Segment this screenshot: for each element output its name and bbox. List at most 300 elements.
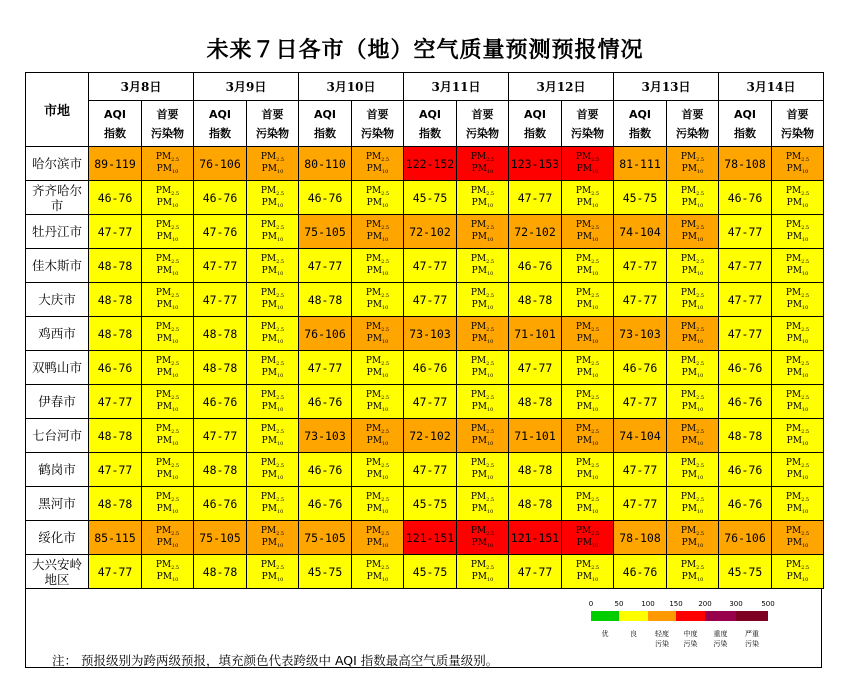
aqi-label: AQI [419, 107, 441, 121]
pm-label: PM [155, 457, 172, 468]
pm-label: PM [785, 423, 802, 434]
aqi-value: 47-77 [719, 283, 772, 317]
pm-label: PM [366, 299, 382, 310]
pm25-subscript: 2.5 [486, 530, 495, 537]
primary-pollutant [457, 453, 509, 487]
pm-label: PM [575, 287, 592, 298]
pm-label: PM [155, 423, 172, 434]
primary-label: 首要 [156, 107, 179, 121]
pm-label: PM [786, 435, 802, 446]
aqi-value: 48-78 [509, 385, 562, 419]
pm10-subscript: 10 [381, 542, 389, 549]
aqi-value: 48-78 [509, 283, 562, 317]
primary-pollutant [247, 181, 299, 215]
aqi-value: 78-108 [614, 521, 667, 555]
aqi-value: 45-75 [299, 555, 352, 589]
pm10-subscript: 10 [591, 270, 599, 277]
aqi-value: 48-78 [89, 249, 142, 283]
primary-pollutant [142, 317, 194, 351]
city-name: 七台河市 [26, 419, 89, 453]
aqi-value: 72-102 [509, 215, 562, 249]
pm-label: PM [261, 435, 277, 446]
primary-pollutant [562, 283, 614, 317]
aqi-value: 47-77 [614, 453, 667, 487]
pm-label: PM [366, 231, 382, 242]
pm-label: PM [471, 265, 487, 276]
primary-pollutant [667, 147, 719, 181]
primary-pollutant [667, 453, 719, 487]
pm25-subscript: 2.5 [171, 428, 180, 435]
aqi-value: 45-75 [719, 555, 772, 589]
pm-label: PM [260, 389, 277, 400]
legend-color-swatch [648, 611, 676, 621]
aqi-value: 75-105 [194, 521, 247, 555]
pm-label: PM [470, 355, 487, 366]
city-column-header: 市地 [26, 73, 89, 147]
primary-pollutant [142, 351, 194, 385]
pm-label: PM [366, 197, 382, 208]
pm-label: PM [680, 287, 697, 298]
pollutant-label: 污染物 [361, 126, 394, 140]
aqi-value: 73-103 [404, 317, 457, 351]
legend-ticks [581, 600, 775, 610]
aqi-value: 46-76 [194, 181, 247, 215]
aqi-value: 47-77 [614, 487, 667, 521]
pm-label: PM [365, 151, 382, 162]
aqi-value: 47-77 [299, 351, 352, 385]
pollutant-label: 污染物 [151, 126, 184, 140]
pollutant-subheader [142, 101, 194, 147]
pm-label: PM [785, 355, 802, 366]
pm10-subscript: 10 [171, 542, 179, 549]
pm-label: PM [786, 537, 802, 548]
date-header: 3月11日 [404, 73, 509, 101]
aqi-value: 48-78 [194, 453, 247, 487]
primary-pollutant [457, 215, 509, 249]
pm-label: PM [470, 151, 487, 162]
aqi-value: 47-76 [194, 215, 247, 249]
city-name: 哈尔滨市 [26, 147, 89, 181]
pm25-subscript: 2.5 [381, 190, 390, 197]
pm-label: PM [680, 253, 697, 264]
pm-label: PM [155, 219, 172, 230]
aqi-value: 73-103 [614, 317, 667, 351]
pm25-subscript: 2.5 [276, 496, 285, 503]
city-name: 鹤岗市 [26, 453, 89, 487]
aqi-value: 46-76 [719, 453, 772, 487]
pm-label: PM [156, 571, 172, 582]
pm-label: PM [681, 367, 697, 378]
pm-label: PM [260, 457, 277, 468]
pm-label: PM [366, 367, 382, 378]
pollutant-label: 污染物 [781, 126, 814, 140]
pm25-subscript: 2.5 [591, 292, 600, 299]
pm-label: PM [576, 265, 592, 276]
aqi-value: 48-78 [194, 351, 247, 385]
pm10-subscript: 10 [276, 338, 284, 345]
pm-label: PM [681, 163, 697, 174]
pm-label: PM [680, 423, 697, 434]
pm10-subscript: 10 [801, 202, 809, 209]
pm10-subscript: 10 [591, 508, 599, 515]
pm-label: PM [785, 253, 802, 264]
aqi-label: AQI [209, 107, 231, 121]
pm10-subscript: 10 [276, 508, 284, 515]
aqi-label: AQI [629, 107, 651, 121]
pm10-subscript: 10 [486, 440, 494, 447]
pm-label: PM [575, 491, 592, 502]
pm-label: PM [365, 491, 382, 502]
primary-pollutant [772, 521, 824, 555]
pm10-subscript: 10 [801, 542, 809, 549]
table-row [26, 283, 824, 317]
aqi-value: 48-78 [89, 487, 142, 521]
pm-label: PM [681, 469, 697, 480]
aqi-value: 47-77 [509, 181, 562, 215]
pm25-subscript: 2.5 [276, 360, 285, 367]
pm25-subscript: 2.5 [486, 156, 495, 163]
pm10-subscript: 10 [486, 508, 494, 515]
pollutant-label: 污染物 [466, 126, 499, 140]
pm-label: PM [261, 537, 277, 548]
pm25-subscript: 2.5 [486, 258, 495, 265]
pm10-subscript: 10 [591, 236, 599, 243]
pm10-subscript: 10 [591, 338, 599, 345]
primary-pollutant [247, 419, 299, 453]
primary-pollutant [457, 419, 509, 453]
pm-label: PM [261, 367, 277, 378]
primary-pollutant [247, 487, 299, 521]
pm-label: PM [576, 333, 592, 344]
pm25-subscript: 2.5 [381, 292, 390, 299]
pm-label: PM [471, 469, 487, 480]
pm10-subscript: 10 [171, 508, 179, 515]
aqi-value: 46-76 [719, 385, 772, 419]
pm-label: PM [681, 503, 697, 514]
aqi-label: AQI [104, 107, 126, 121]
aqi-value: 47-77 [89, 385, 142, 419]
pm10-subscript: 10 [486, 406, 494, 413]
primary-pollutant [352, 147, 404, 181]
pm-label: PM [365, 525, 382, 536]
primary-pollutant [667, 181, 719, 215]
pm-label: PM [366, 469, 382, 480]
legend-color-swatch [591, 611, 619, 621]
pm10-subscript: 10 [171, 270, 179, 277]
table-row [26, 147, 824, 181]
pm10-subscript: 10 [276, 304, 284, 311]
primary-pollutant [142, 419, 194, 453]
aqi-value: 47-77 [509, 351, 562, 385]
pm-label: PM [156, 163, 172, 174]
pm-label: PM [155, 321, 172, 332]
pm-label: PM [681, 333, 697, 344]
legend-label: 优 [601, 630, 609, 638]
primary-pollutant [562, 385, 614, 419]
pm-label: PM [261, 197, 277, 208]
pm10-subscript: 10 [381, 236, 389, 243]
pm-label: PM [365, 321, 382, 332]
primary-pollutant [667, 215, 719, 249]
aqi-value: 47-77 [404, 385, 457, 419]
pm-label: PM [576, 571, 592, 582]
aqi-value: 46-76 [194, 487, 247, 521]
aqi-value: 78-108 [719, 147, 772, 181]
pm10-subscript: 10 [171, 304, 179, 311]
primary-pollutant [772, 453, 824, 487]
pollutant-label: 污染物 [571, 126, 604, 140]
pm10-subscript: 10 [801, 508, 809, 515]
pm-label: PM [575, 219, 592, 230]
pm-label: PM [260, 423, 277, 434]
pm25-subscript: 2.5 [591, 428, 600, 435]
pm-label: PM [366, 265, 382, 276]
aqi-value: 48-78 [89, 283, 142, 317]
primary-pollutant [352, 215, 404, 249]
pm-label: PM [680, 151, 697, 162]
primary-pollutant [562, 351, 614, 385]
pm10-subscript: 10 [696, 576, 704, 583]
pm-label: PM [681, 231, 697, 242]
pm25-subscript: 2.5 [801, 462, 810, 469]
primary-pollutant [142, 283, 194, 317]
pm10-subscript: 10 [486, 338, 494, 345]
pm10-subscript: 10 [276, 474, 284, 481]
aqi-value: 47-77 [614, 283, 667, 317]
pm-label: PM [680, 389, 697, 400]
pm25-subscript: 2.5 [171, 292, 180, 299]
pm-label: PM [366, 571, 382, 582]
pm-label: PM [471, 571, 487, 582]
table-row [26, 385, 824, 419]
pm-label: PM [681, 299, 697, 310]
aqi-value: 122-152 [404, 147, 457, 181]
pm25-subscript: 2.5 [696, 394, 705, 401]
pollutant-subheader [247, 101, 299, 147]
aqi-value: 47-77 [89, 555, 142, 589]
aqi-value: 46-76 [509, 249, 562, 283]
primary-label: 首要 [261, 107, 284, 121]
primary-pollutant [142, 555, 194, 589]
pm25-subscript: 2.5 [171, 462, 180, 469]
pm25-subscript: 2.5 [801, 360, 810, 367]
aqi-value: 48-78 [719, 419, 772, 453]
aqi-value: 47-77 [194, 283, 247, 317]
pm-label: PM [260, 559, 277, 570]
pm10-subscript: 10 [801, 576, 809, 583]
primary-pollutant [562, 215, 614, 249]
pm10-subscript: 10 [276, 236, 284, 243]
pollutant-subheader [562, 101, 614, 147]
table-row [26, 317, 824, 351]
aqi-value: 76-106 [299, 317, 352, 351]
pm25-subscript: 2.5 [381, 462, 390, 469]
aqi-value: 46-76 [299, 487, 352, 521]
pm25-subscript: 2.5 [696, 462, 705, 469]
pm25-subscript: 2.5 [381, 326, 390, 333]
pm10-subscript: 10 [171, 474, 179, 481]
aqi-value: 48-78 [509, 453, 562, 487]
pm-label: PM [260, 321, 277, 332]
aqi-label: AQI [314, 107, 336, 121]
pm25-subscript: 2.5 [486, 428, 495, 435]
aqi-label: AQI [524, 107, 546, 121]
aqi-subheader [299, 101, 352, 147]
pm10-subscript: 10 [381, 168, 389, 175]
pm-label: PM [785, 219, 802, 230]
pm10-subscript: 10 [171, 168, 179, 175]
city-name: 大兴安岭地区 [26, 555, 89, 589]
pm25-subscript: 2.5 [591, 530, 600, 537]
primary-pollutant [772, 385, 824, 419]
pm10-subscript: 10 [276, 406, 284, 413]
legend-label: 中度 污染 [683, 630, 698, 648]
aqi-value: 47-77 [614, 385, 667, 419]
legend-label: 轻度 污染 [655, 630, 669, 648]
pm25-subscript: 2.5 [171, 360, 180, 367]
pm-label: PM [261, 333, 277, 344]
pm25-subscript: 2.5 [486, 394, 495, 401]
pm25-subscript: 2.5 [591, 224, 600, 231]
pm-label: PM [786, 299, 802, 310]
primary-pollutant [667, 317, 719, 351]
aqi-value: 71-101 [509, 419, 562, 453]
pm10-subscript: 10 [591, 542, 599, 549]
pm25-subscript: 2.5 [696, 258, 705, 265]
pm-label: PM [366, 163, 382, 174]
pm-label: PM [156, 435, 172, 446]
pm-label: PM [156, 469, 172, 480]
pm10-subscript: 10 [696, 202, 704, 209]
aqi-value: 47-77 [614, 249, 667, 283]
date-header: 3月8日 [89, 73, 194, 101]
aqi-value: 48-78 [194, 555, 247, 589]
pm25-subscript: 2.5 [381, 360, 390, 367]
pm25-subscript: 2.5 [171, 394, 180, 401]
pm-label: PM [470, 321, 487, 332]
pm-label: PM [470, 253, 487, 264]
pm25-subscript: 2.5 [381, 428, 390, 435]
primary-pollutant [352, 283, 404, 317]
pm10-subscript: 10 [696, 406, 704, 413]
aqi-subheader [509, 101, 562, 147]
pm10-subscript: 10 [381, 304, 389, 311]
pm-label: PM [156, 537, 172, 548]
pm25-subscript: 2.5 [171, 564, 180, 571]
pm-label: PM [365, 253, 382, 264]
pm-label: PM [366, 401, 382, 412]
legend-tick: 0 [588, 600, 594, 608]
primary-pollutant [247, 249, 299, 283]
pm10-subscript: 10 [171, 338, 179, 345]
aqi-value: 46-76 [719, 487, 772, 521]
city-name: 齐齐哈尔市 [26, 181, 89, 215]
pm10-subscript: 10 [486, 474, 494, 481]
pm25-subscript: 2.5 [486, 360, 495, 367]
pm25-subscript: 2.5 [276, 156, 285, 163]
primary-pollutant [247, 351, 299, 385]
pm-label: PM [366, 537, 382, 548]
pm-label: PM [680, 559, 697, 570]
table-row [26, 487, 824, 521]
pm25-subscript: 2.5 [696, 564, 705, 571]
pm-label: PM [365, 423, 382, 434]
legend-color-swatch [705, 611, 736, 621]
pm-label: PM [786, 367, 802, 378]
pm-label: PM [471, 367, 487, 378]
pm-label: PM [786, 571, 802, 582]
pm10-subscript: 10 [696, 508, 704, 515]
aqi-value: 74-104 [614, 419, 667, 453]
aqi-value: 47-77 [719, 215, 772, 249]
primary-pollutant [142, 385, 194, 419]
pm25-subscript: 2.5 [801, 190, 810, 197]
pm-label: PM [365, 389, 382, 400]
pm25-subscript: 2.5 [696, 292, 705, 299]
aqi-value: 121-151 [509, 521, 562, 555]
legend-label: 严重 污染 [745, 630, 759, 648]
pm-label: PM [366, 333, 382, 344]
aqi-value: 45-75 [404, 487, 457, 521]
pm10-subscript: 10 [486, 372, 494, 379]
pm-label: PM [681, 435, 697, 446]
pm-label: PM [470, 457, 487, 468]
pm10-subscript: 10 [486, 168, 494, 175]
city-name: 伊春市 [26, 385, 89, 419]
table-row [26, 215, 824, 249]
primary-pollutant [772, 487, 824, 521]
pm10-subscript: 10 [171, 406, 179, 413]
pm-label: PM [681, 537, 697, 548]
primary-pollutant [772, 317, 824, 351]
pm25-subscript: 2.5 [486, 326, 495, 333]
pm25-subscript: 2.5 [801, 156, 810, 163]
pm10-subscript: 10 [381, 440, 389, 447]
pm10-subscript: 10 [171, 372, 179, 379]
pm-label: PM [575, 185, 592, 196]
aqi-value: 89-119 [89, 147, 142, 181]
pm25-subscript: 2.5 [696, 156, 705, 163]
date-header: 3月9日 [194, 73, 299, 101]
pm-label: PM [156, 333, 172, 344]
pm-label: PM [156, 367, 172, 378]
pm10-subscript: 10 [801, 304, 809, 311]
pm25-subscript: 2.5 [591, 496, 600, 503]
pollutant-label: 污染物 [256, 126, 289, 140]
pm-label: PM [786, 231, 802, 242]
pm-label: PM [365, 559, 382, 570]
primary-pollutant [247, 317, 299, 351]
primary-pollutant [247, 555, 299, 589]
pm-label: PM [785, 457, 802, 468]
pm25-subscript: 2.5 [171, 224, 180, 231]
date-header: 3月14日 [719, 73, 824, 101]
aqi-value: 46-76 [719, 351, 772, 385]
aqi-value: 46-76 [299, 181, 352, 215]
primary-pollutant [667, 521, 719, 555]
city-name: 双鸭山市 [26, 351, 89, 385]
pollutant-subheader [457, 101, 509, 147]
pm25-subscript: 2.5 [696, 496, 705, 503]
pm-label: PM [260, 151, 277, 162]
primary-pollutant [352, 555, 404, 589]
primary-pollutant [457, 147, 509, 181]
legend-tick: 200 [698, 600, 712, 608]
pm-label: PM [681, 197, 697, 208]
aqi-value: 71-101 [509, 317, 562, 351]
pm-label: PM [260, 185, 277, 196]
primary-pollutant [772, 147, 824, 181]
